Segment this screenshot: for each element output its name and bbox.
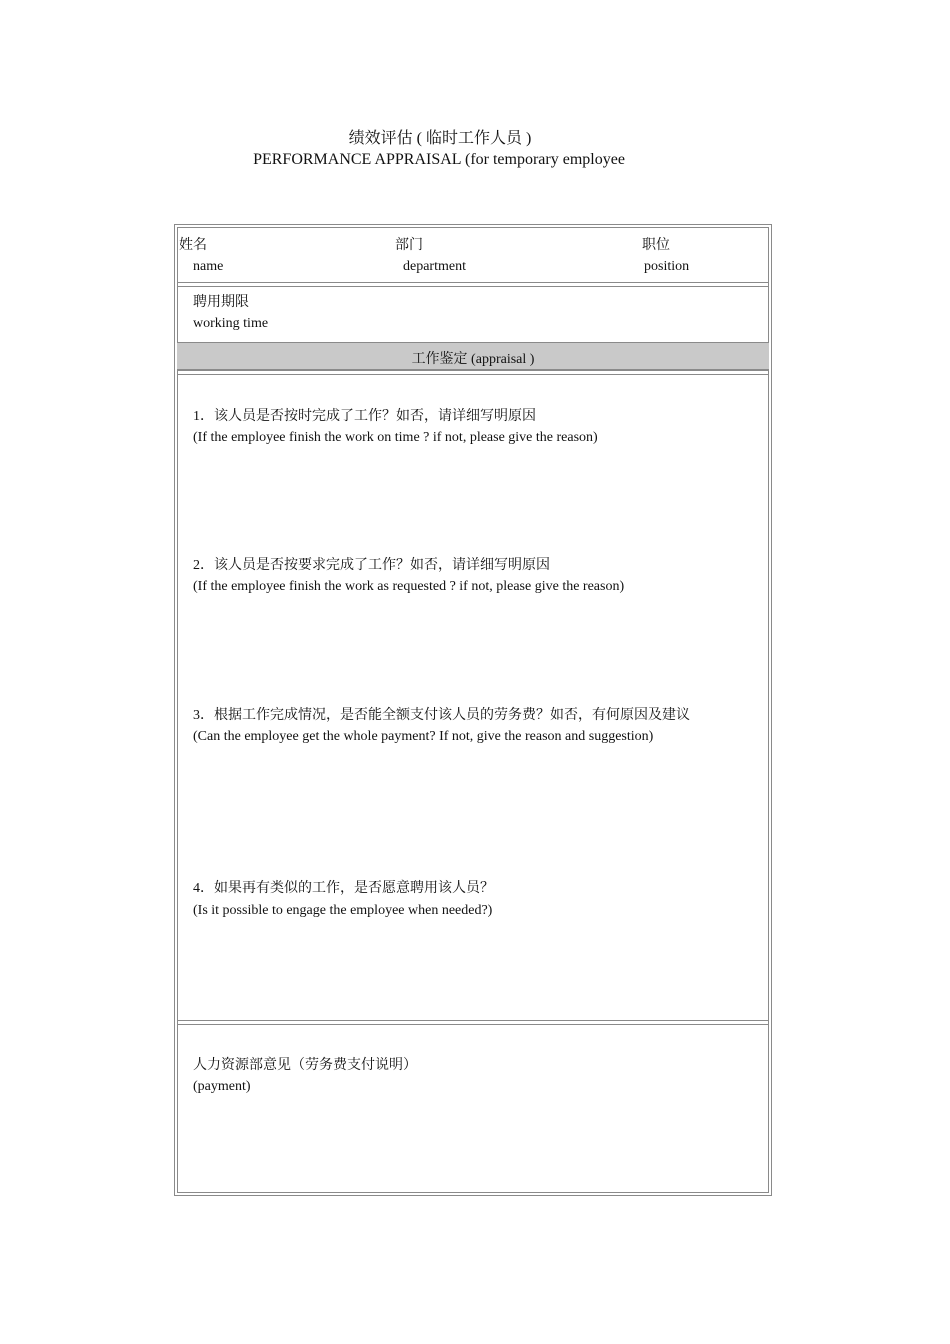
appraisal-section-header: [177, 342, 769, 370]
appraisal-form: [174, 224, 772, 1196]
position-label-en: position: [644, 259, 690, 274]
working-time-label-zh: 聘用期限: [193, 295, 249, 310]
department-label-zh: 部门: [395, 238, 423, 253]
form-title-chinese: 绩效评估 ( 临时工作人员 ): [348, 130, 532, 147]
row-divider: [177, 370, 769, 375]
row-divider: [177, 1020, 769, 1025]
form-title-english: PERFORMANCE APPRAISAL (for temporary employee: [253, 151, 625, 168]
question-1-zh: 1．该人员是否按时完成了工作？如否，请详细写明原因: [193, 409, 536, 424]
name-label-zh: 姓名: [179, 238, 207, 253]
hr-opinion-label-en: (payment): [193, 1079, 251, 1094]
question-4-en: (Is it possible to engage the employee when needed?): [193, 903, 493, 918]
question-4-zh: 4．如果再有类似的工作，是否愿意聘用该人员？: [193, 881, 494, 896]
question-2-en: (If the employee finish the work as requested ? if not, please give the reason): [193, 579, 625, 594]
question-2-zh: 2．该人员是否按要求完成了工作？如否，请详细写明原因: [193, 558, 550, 573]
department-label-en: department: [403, 259, 466, 274]
appraisal-heading: 工作鉴定 (appraisal ): [411, 352, 535, 367]
working-time-label-en: working time: [193, 316, 269, 331]
hr-opinion-label-zh: 人力资源部意见（劳务费支付说明）: [193, 1058, 417, 1073]
question-1-en: (If the employee finish the work on time ? if not, please give the reason): [193, 430, 598, 445]
question-3-zh: 3．根据工作完成情况，是否能全额支付该人员的劳务费？如否，有何原因及建议: [193, 708, 690, 723]
name-label-en: name: [193, 259, 224, 274]
question-3-en: (Can the employee get the whole payment? If not, give the reason and suggestion): [193, 729, 654, 744]
position-label-zh: 职位: [642, 238, 670, 253]
row-divider: [177, 282, 769, 287]
